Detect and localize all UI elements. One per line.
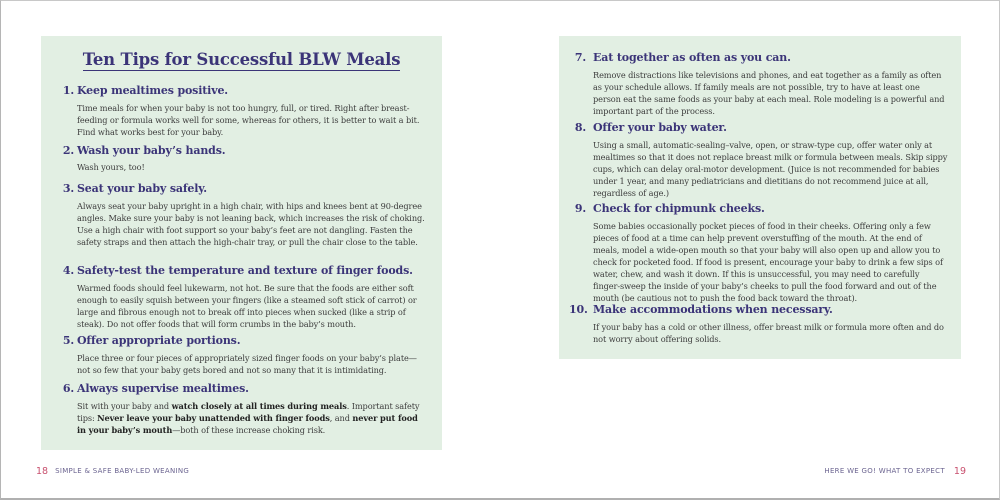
left-page	[1, 1, 500, 499]
tip-title: Offer your baby water.	[593, 121, 727, 134]
tip-body: Sit with your baby and watch closely at all times during meals. Important safety tips: Never leave your baby unattended with finger foods, and never put food in your baby’s mouth—both of these increase choking risk.	[77, 401, 420, 435]
tip-number: 8.	[574, 121, 586, 134]
tip-title: Keep mealtimes positive.	[77, 84, 228, 97]
emphasis-text: watch closely at all times during meals	[171, 401, 347, 411]
emphasis-text: Never leave your baby unattended with finger foods	[97, 413, 330, 423]
tip-body: Warmed foods should feel lukewarm, not hot. Be sure that the foods are either soft enough to easily squish between your fingers (like a steamed soft stick of carrot) or large and fibrous enough not to break off into pieces when sucked (like a strip of steak). Do not offer foods that will form crumbs in the baby’s mouth.	[77, 283, 417, 329]
tip-body: Wash yours, too!	[77, 162, 145, 172]
tip-title: Safety-test the temperature and texture of finger foods.	[77, 264, 413, 277]
tip-title: Wash your baby’s hands.	[77, 144, 226, 157]
running-head: SIMPLE & SAFE BABY-LED WEANING	[55, 467, 190, 475]
tip-number: 7.	[574, 51, 586, 64]
tip-number: 5.	[62, 334, 74, 347]
page-footer-left	[36, 466, 189, 477]
tip-title: Offer appropriate portions.	[77, 334, 241, 347]
tips-box-right	[559, 36, 961, 359]
right-page	[500, 1, 1000, 499]
tip-body: Always seat your baby upright in a high chair, with hips and knees bent at 90-degree angles. Make sure your baby is not leaning back, which increases the risk of choking. Use a high chair with foot support so your baby’s feet are not dangling. Fasten the safety straps and then attach the high-chair tray, or pull the chair close to the table.	[77, 201, 425, 247]
tip-body: If your baby has a cold or other illness, offer breast milk or formula more often and do not worry about offering solids.	[593, 322, 944, 344]
tips-box-left	[41, 36, 442, 450]
tip-number: 10.	[569, 303, 588, 316]
tip-number: 6.	[62, 382, 74, 395]
tip-title: Always supervise mealtimes.	[77, 382, 249, 395]
tip-body: Time meals for when your baby is not too hungry, full, or tired. Right after breast-feeding or formula works well for some, whereas for others, it is better to wait a bit. Find what works best for your baby.	[77, 103, 420, 137]
tip-number: 4.	[62, 264, 74, 277]
tip-title: Check for chipmunk cheeks.	[593, 202, 765, 215]
page-number: 18	[36, 466, 49, 477]
page-number: 19	[953, 466, 966, 477]
tip-number: 2.	[62, 144, 74, 157]
tip-title: Make accommodations when necessary.	[593, 303, 833, 316]
tip-title: Seat your baby safely.	[77, 182, 207, 195]
tip-title: Eat together as often as you can.	[593, 51, 791, 64]
box-title: Ten Tips for Successful BLW Meals	[82, 50, 401, 69]
emphasis-text: never put food in your baby’s mouth	[77, 413, 418, 435]
tip-number: 3.	[62, 182, 74, 195]
tip-number: 9.	[574, 202, 586, 215]
tip-body: Place three or four pieces of appropriately sized finger foods on your baby’s plate—not so few that your baby gets bored and not so many that it is intimidating.	[77, 353, 417, 375]
tip-number: 1.	[62, 84, 74, 97]
tip-body: Some babies occasionally pocket pieces of food in their cheeks. Offering only a few pieces of food at a time can help prevent overstuffing of the mouth. At the end of meals, model a wide-open mouth so that your baby will also open up and allow you to check for pocketed food. If food is present, encourage your baby to drink a few sips of water, chew, and wash it down. If this is unsuccessful, you may need to carefully finger-sweep the inside of your baby’s cheeks to pull the food forward and out of the mouth (be cautious not to push the food back toward the throat).	[593, 221, 943, 303]
running-head: HERE WE GO! WHAT TO EXPECT	[824, 467, 945, 475]
tip-body: Remove distractions like televisions and phones, and eat together as a family as often as your schedule allows. If family meals are not possible, try to have at least one person eat the same foods as your baby at each meal. Role modeling is a powerful and important part of the process.	[593, 70, 945, 116]
tip-body: Using a small, automatic-sealing–valve, open, or straw-type cup, offer water only at mealtimes so that it does not replace breast milk or formula between meals. Skip sippy cups, which can delay oral-motor development. (Juice is not recommended for babies under 1 year, and many pediatricians and dietitians do not recommend juice at all, regardless of age.)	[593, 140, 948, 198]
page-footer-right	[824, 466, 966, 477]
